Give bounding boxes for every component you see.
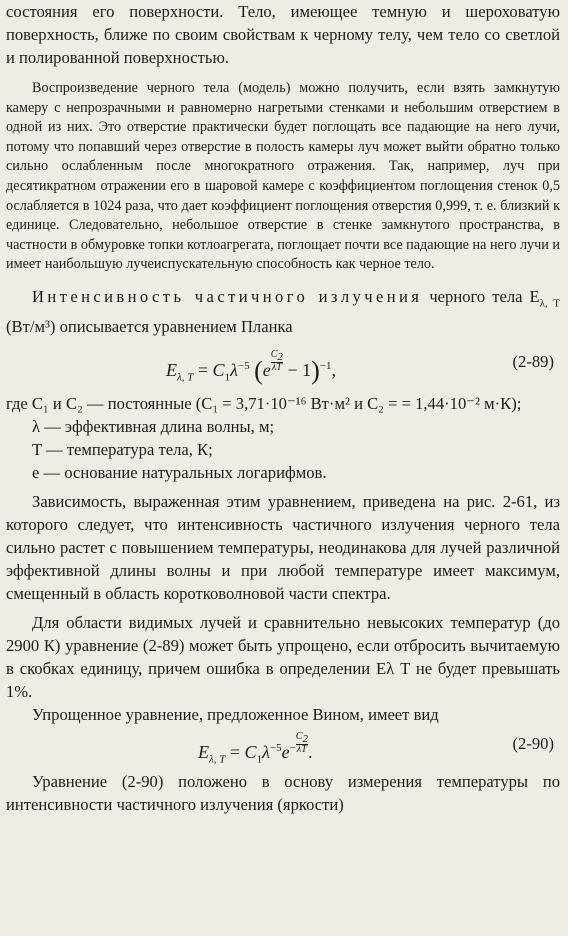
wien-formula bbox=[6, 726, 560, 770]
paragraph-model: Воспроизведение черного тела (модель) можно получить, если взять замкнутую камеру с непрозрачными и равномерно нагретыми стенками и небольшим отверстием в одной из них. Это отверстие практически будет поглощать все падающие на него лучи, потому что попавший через отверстие в полость камеры луч может выйти обратно только сильно ослабленным после многократного отражения. Так, например, луч при десятикратном отражении его в шаровой камере с коэффициентом поглощения стенок 0,5 ослабляется в 1024 раза, что дает коэффициент поглощения отверстия 0,999, т. е. близкий к единице. Следовательно, небольшое отверстие в стенке замкнутого пространства, в частности в обмуровке топки котлоагрегата, поглощает почти все падающие на него лучи и имеет наибольшую лучеиспускательную способность как черное тело. bbox=[6, 80, 561, 273]
paragraph-visible-range: Для области видимых лучей и сравнительно невысоких температур (до 2900 К) уравнение (2-89) может быть упрощено, если отбросить вычитаемую в скобках единицу, причем ошибка в определении Eλ T не будет превышать 1%. bbox=[6, 613, 560, 702]
spaced-term: Интенсивность частичного излучения bbox=[32, 286, 423, 306]
definition-lambda: λ — эффективная длина волны, м; bbox=[32, 417, 275, 437]
paragraph-constants: где C₁ и C₂ — постоянные (C₁ = 3,71·10⁻¹⁶ Вт·м² и C₂ = = 1,44·10⁻² м·К); bbox=[6, 394, 522, 414]
planck-expression: $E_{\lambda, T} = C_1\lambda^{-5}$ (e $\frac{C_2}{\lambda T}$ − 1)$^{-1}$, bbox=[166, 349, 336, 386]
definition-e: e — основание натуральных логарифмов. bbox=[32, 463, 327, 483]
equation-number-2-90: (2-90) bbox=[512, 734, 554, 754]
planck-formula bbox=[6, 338, 560, 392]
paragraph-dependence: Зависимость, выраженная этим уравнением, приведена на рис. 2-61, из которого следует, что интенсивность частичного излучения черного тела сильно растет с повышением температуры, неодинакова для лучей различной эффективной длины волны и при любой температуре имеет максимум, смещенный в область коротковолновой части спектра. bbox=[6, 492, 560, 604]
paragraph-measurement: Уравнение (2-90) положено в основу измерения температуры по интенсивности частичного излучения (яркости) bbox=[6, 772, 560, 815]
paragraph-intensity: Интенсивность частичного излучения черного тела $E_{\lambda, T}$ (Вт/м³) описывается уравнением Планка bbox=[6, 286, 560, 337]
paragraph-1: состояния его поверхности. Тело, имеющее темную и шероховатую поверхность, ближе по своим свойствам к черному телу, чем тело со светлой и полированной поверхностью. bbox=[6, 2, 560, 67]
paragraph-wien-intro: Упрощенное уравнение, предложенное Вином, имеет вид bbox=[32, 705, 439, 725]
wien-expression: $E_{\lambda, T} = C_1\lambda^{-5}e^-$ $\frac{C_2}{\lambda T}$ . bbox=[198, 731, 313, 766]
equation-number-2-89: (2-89) bbox=[512, 352, 554, 372]
definition-temperature: T — температура тела, К; bbox=[32, 440, 213, 460]
